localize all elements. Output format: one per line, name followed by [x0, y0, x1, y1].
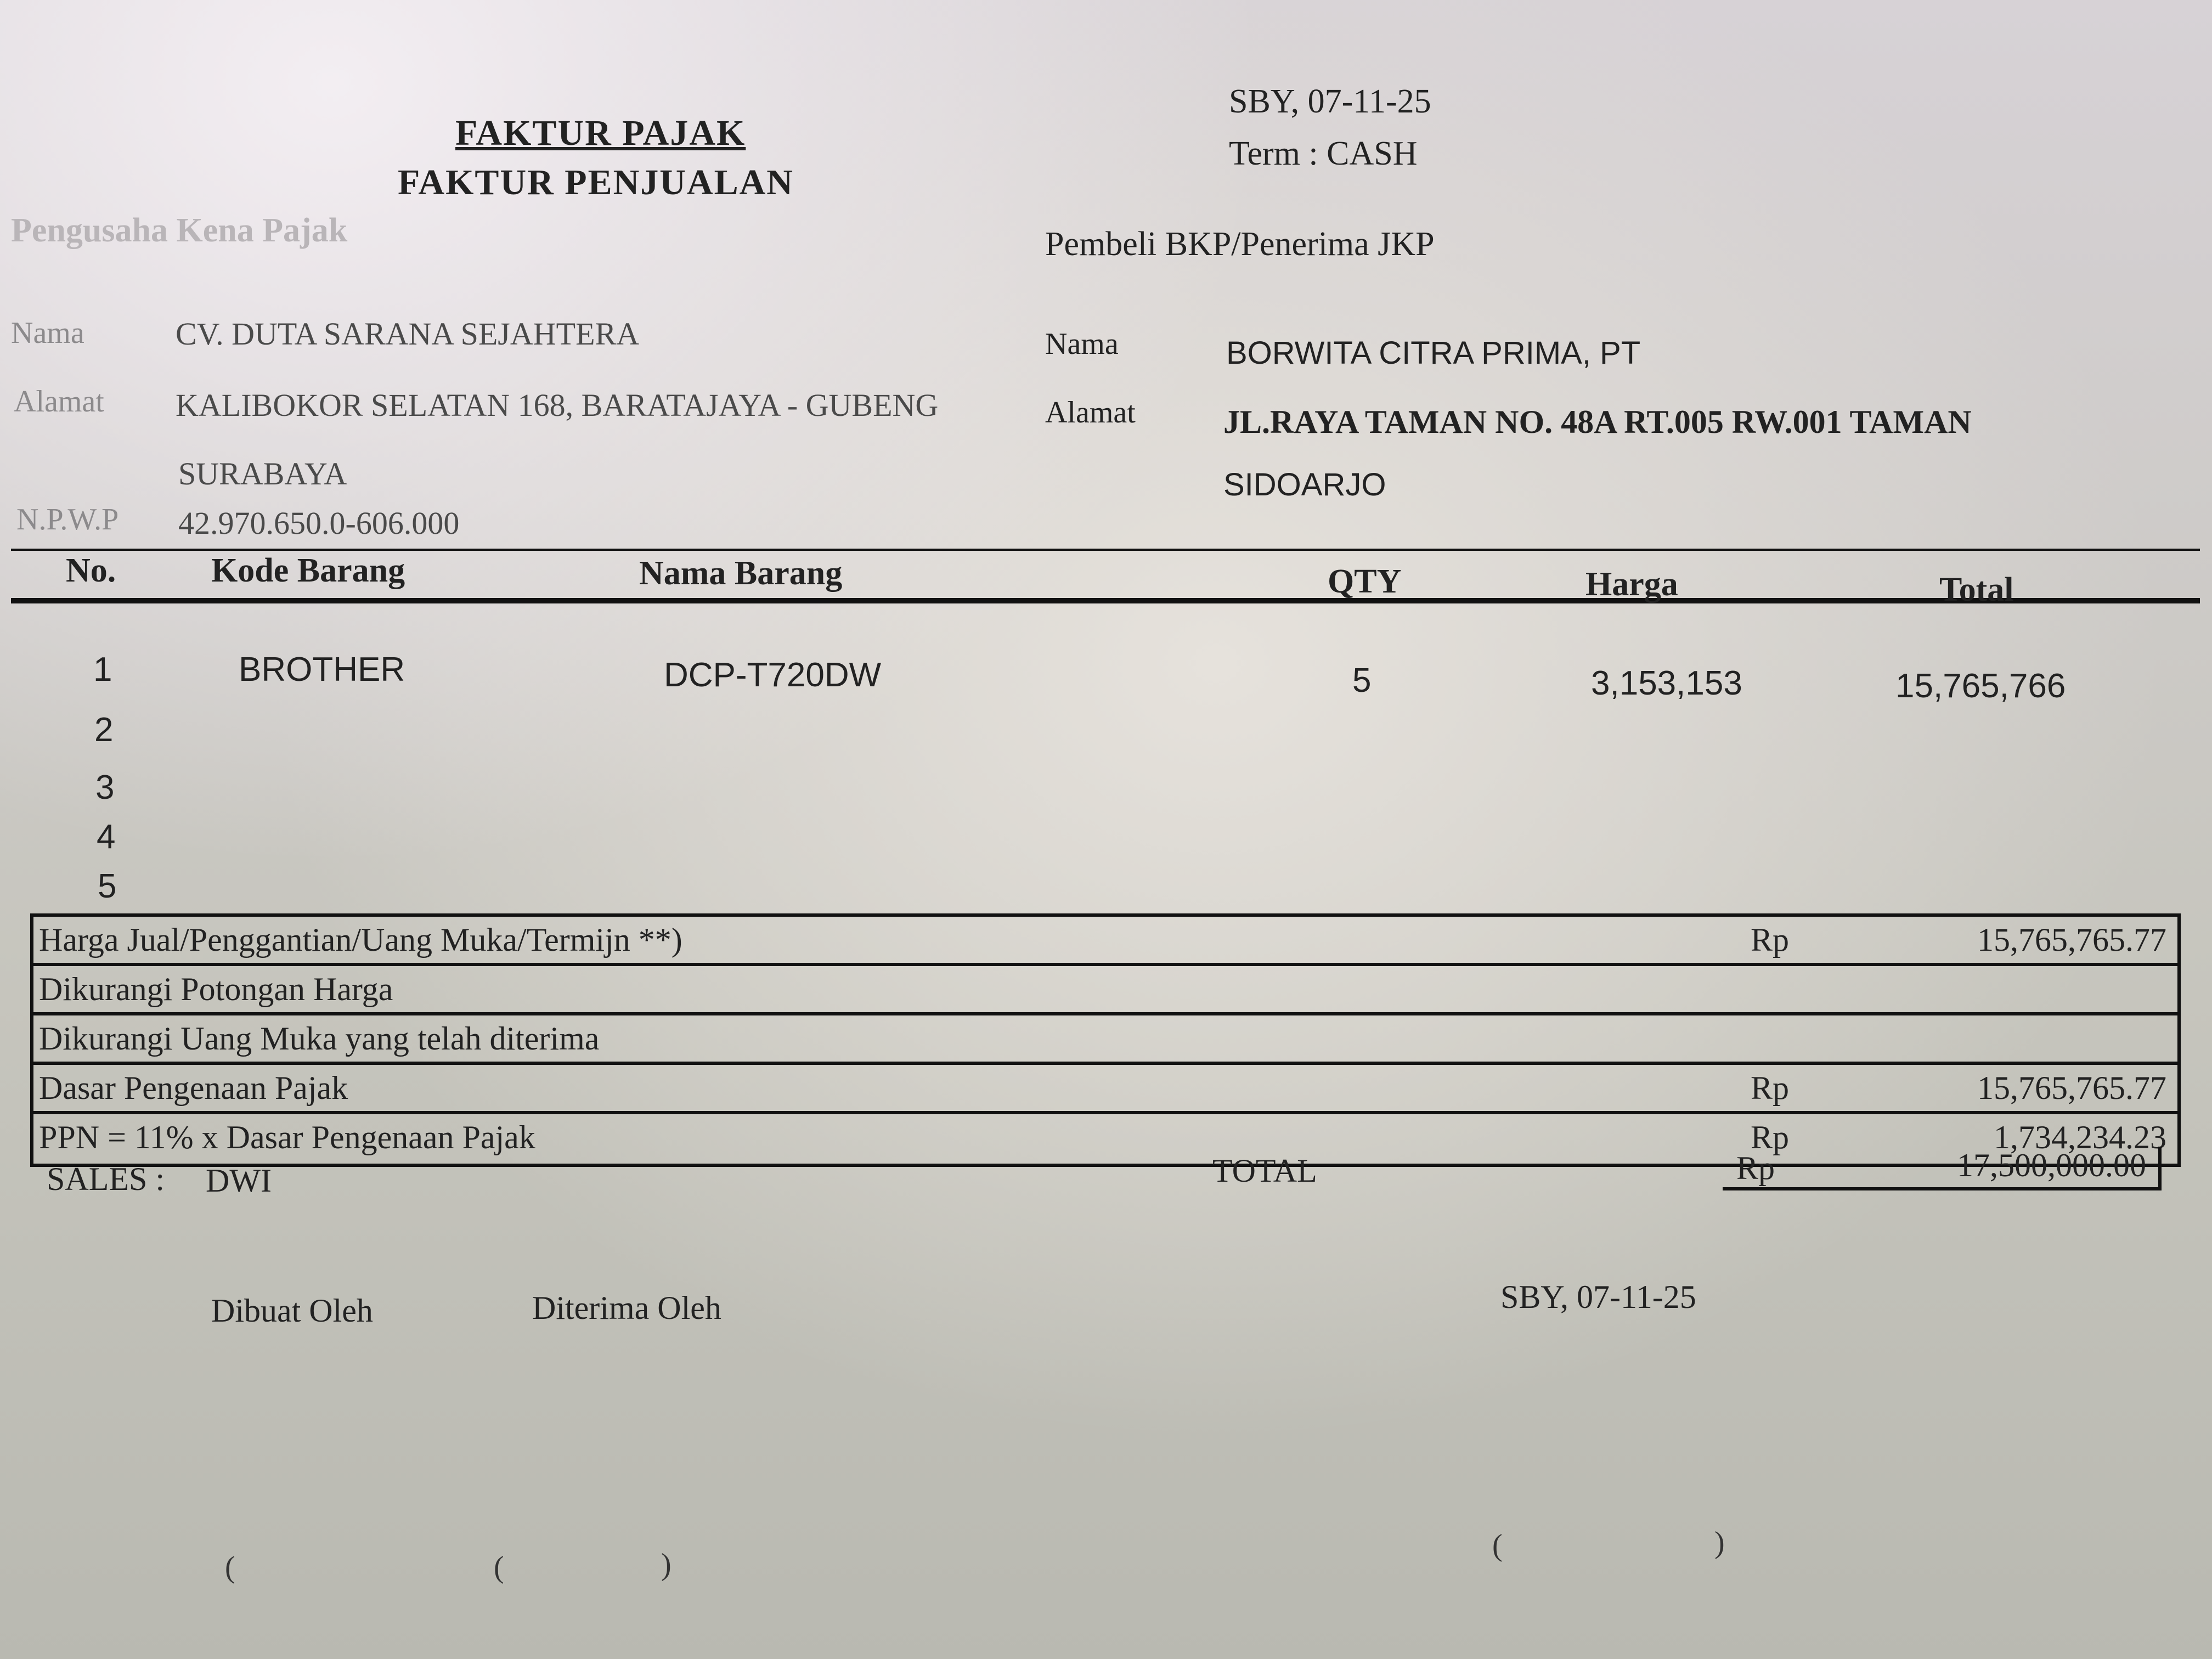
- signature-place-date: SBY, 07-11-25: [1500, 1279, 1696, 1315]
- col-header-no: No.: [66, 552, 116, 589]
- made-by-label: Dibuat Oleh: [211, 1293, 373, 1329]
- document-title: FAKTUR PAJAK: [455, 113, 746, 153]
- row-qty: 5: [1352, 662, 1372, 699]
- seller-name: CV. DUTA SARANA SEJAHTERA: [176, 316, 640, 352]
- seller-address-line1: KALIBOKOR SELATAN 168, BARATAJAYA - GUBENG: [176, 387, 939, 423]
- col-header-qty: QTY: [1328, 563, 1402, 600]
- row-no: 4: [97, 818, 116, 856]
- table-header-rule: [11, 598, 2200, 603]
- buyer-address-label: Alamat: [1045, 396, 1136, 430]
- grand-total-label: TOTAL: [1212, 1153, 1317, 1189]
- totals-row-potongan: [33, 966, 2177, 1015]
- seller-npwp-label: N.P.W.P: [16, 503, 119, 537]
- place-signature-close: ): [1714, 1526, 1725, 1560]
- totals-label: Dasar Pengenaan Pajak: [39, 1070, 348, 1106]
- totals-box: [30, 913, 2181, 1167]
- row-nama: DCP-T720DW: [664, 656, 882, 694]
- place-signature-open: (: [1492, 1528, 1503, 1562]
- row-harga: 3,153,153: [1591, 664, 1742, 702]
- totals-label: PPN = 11% x Dasar Pengenaan Pajak: [39, 1119, 535, 1155]
- invoice-date: SBY, 07-11-25: [1229, 83, 1431, 120]
- grand-total-currency: Rp: [1736, 1150, 1775, 1186]
- seller-address-line2: SURABAYA: [178, 456, 347, 492]
- col-header-kode: Kode Barang: [211, 552, 405, 589]
- seller-address-label: Alamat: [14, 385, 104, 419]
- totals-amount: 15,765,765.77: [1977, 1070, 2166, 1106]
- buyer-name: BORWITA CITRA PRIMA, PT: [1226, 335, 1641, 371]
- made-by-signature-open: (: [225, 1550, 235, 1584]
- buyer-address-line1: JL.RAYA TAMAN NO. 48A RT.005 RW.001 TAMAN: [1223, 404, 1972, 440]
- row-no: 2: [94, 711, 114, 749]
- totals-currency: Rp: [1751, 922, 1790, 958]
- totals-label: Dikurangi Potongan Harga: [39, 971, 393, 1007]
- document-subtitle: FAKTUR PENJUALAN: [398, 162, 794, 202]
- buyer-address-line2: SIDOARJO: [1223, 467, 1386, 503]
- row-kode: BROTHER: [239, 651, 405, 689]
- sales-label: SALES :: [47, 1161, 165, 1197]
- table-top-rule: [11, 549, 2200, 551]
- totals-row-uang-muka: [33, 1015, 2177, 1065]
- seller-npwp: 42.970.650.0-606.000: [178, 505, 460, 541]
- col-header-nama: Nama Barang: [639, 555, 843, 592]
- row-total: 15,765,766: [1895, 667, 2066, 705]
- buyer-heading: Pembeli BKP/Penerima JKP: [1045, 225, 1435, 263]
- col-header-total: Total: [1939, 571, 2014, 608]
- totals-label: Harga Jual/Penggantian/Uang Muka/Termijn **): [39, 922, 682, 958]
- row-no: 1: [93, 651, 112, 689]
- received-by-signature-open: (: [494, 1550, 504, 1584]
- totals-amount: 1,734,234.23: [1994, 1119, 2166, 1155]
- received-by-signature-close: ): [661, 1548, 672, 1582]
- seller-name-label: Nama: [11, 316, 84, 350]
- row-no: 3: [95, 769, 115, 806]
- totals-currency: Rp: [1751, 1119, 1790, 1155]
- col-header-harga: Harga: [1585, 566, 1678, 603]
- payment-term: Term : CASH: [1229, 135, 1418, 172]
- received-by-label: Diterima Oleh: [532, 1290, 721, 1326]
- totals-label: Dikurangi Uang Muka yang telah diterima: [39, 1020, 600, 1057]
- seller-heading: Pengusaha Kena Pajak: [11, 212, 348, 249]
- sales-name: DWI: [206, 1163, 272, 1199]
- row-no: 5: [98, 867, 117, 905]
- totals-row-harga-jual: [33, 917, 2177, 966]
- totals-currency: Rp: [1751, 1070, 1790, 1106]
- buyer-name-label: Nama: [1045, 327, 1119, 361]
- totals-row-dpp: [33, 1065, 2177, 1114]
- grand-total-amount: 17,500,000.00: [1957, 1147, 2146, 1183]
- totals-amount: 15,765,765.77: [1977, 922, 2166, 958]
